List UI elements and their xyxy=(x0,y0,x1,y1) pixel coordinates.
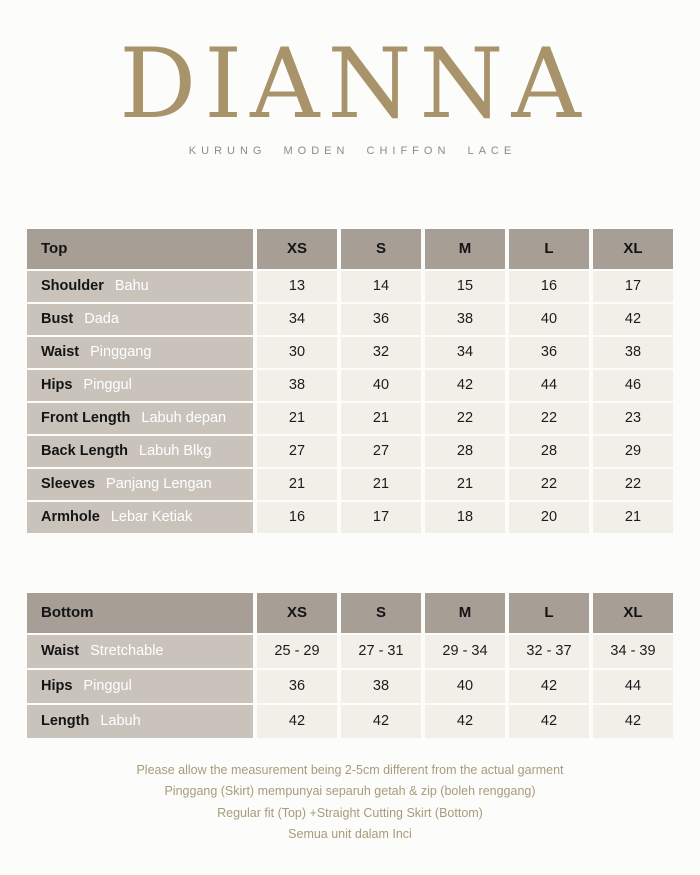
size-value-cell: 42 xyxy=(593,304,673,335)
size-value-cell: 36 xyxy=(341,304,421,335)
size-value-cell: 40 xyxy=(341,370,421,401)
size-value-cell: 30 xyxy=(257,337,337,368)
size-value-cell: 22 xyxy=(593,469,673,500)
size-value-cell: 27 xyxy=(341,436,421,467)
measurement-label-cell xyxy=(27,469,253,500)
size-value-cell: 34 xyxy=(257,304,337,335)
size-value-cell: 42 xyxy=(509,670,589,703)
measurement-translation: Pinggul xyxy=(83,377,132,394)
size-value-cell: 32 xyxy=(341,337,421,368)
size-value-cell: 29 xyxy=(593,436,673,467)
measurement-name: Waist xyxy=(41,643,80,660)
size-column-header: XS xyxy=(257,229,337,269)
size-value-cell: 38 xyxy=(593,337,673,368)
size-value-cell: 21 xyxy=(341,403,421,434)
bottom-table-title: Bottom xyxy=(27,593,253,633)
brand-subtitle: KURUNG MODEN CHIFFON LACE xyxy=(188,144,517,157)
size-value-cell: 18 xyxy=(425,502,505,533)
size-value-cell: 38 xyxy=(341,670,421,703)
size-value-cell: 21 xyxy=(341,469,421,500)
size-value-cell: 15 xyxy=(425,271,505,302)
measurement-translation: Labuh xyxy=(100,713,141,730)
note-line: Semua unit dalam Inci xyxy=(288,827,412,842)
measurement-name: Bust xyxy=(41,311,74,328)
size-column-header: XL xyxy=(593,229,673,269)
size-value-cell: 17 xyxy=(593,271,673,302)
measurement-label-cell xyxy=(27,705,253,738)
measurement-label-cell xyxy=(27,271,253,302)
size-value-cell: 46 xyxy=(593,370,673,401)
size-column-header: L xyxy=(509,229,589,269)
size-value-cell: 44 xyxy=(593,670,673,703)
size-value-cell: 34 - 39 xyxy=(593,635,673,668)
size-value-cell: 42 xyxy=(425,370,505,401)
size-value-cell: 21 xyxy=(257,403,337,434)
size-value-cell: 42 xyxy=(509,705,589,738)
measurement-name: Shoulder xyxy=(41,278,104,295)
size-column-header: XS xyxy=(257,593,337,633)
size-value-cell: 28 xyxy=(509,436,589,467)
measurement-translation: Labuh depan xyxy=(141,410,227,427)
size-column-header: M xyxy=(425,229,505,269)
size-value-cell: 23 xyxy=(593,403,673,434)
size-value-cell: 22 xyxy=(509,403,589,434)
size-value-cell: 34 xyxy=(425,337,505,368)
size-value-cell: 29 - 34 xyxy=(425,635,505,668)
measurement-translation: Labuh Blkg xyxy=(139,443,212,460)
measurement-name: Waist xyxy=(41,344,80,361)
size-value-cell: 36 xyxy=(509,337,589,368)
top-size-table xyxy=(27,229,673,533)
size-value-cell: 16 xyxy=(509,271,589,302)
measurement-translation: Stretchable xyxy=(90,643,164,660)
size-value-cell: 28 xyxy=(425,436,505,467)
size-column-header: XL xyxy=(593,593,673,633)
measurement-name: Length xyxy=(41,713,90,730)
measurement-translation: Bahu xyxy=(114,278,149,295)
size-column-header: L xyxy=(509,593,589,633)
measurement-name: Hips xyxy=(41,678,73,695)
size-value-cell: 13 xyxy=(257,271,337,302)
size-value-cell: 40 xyxy=(425,670,505,703)
size-value-cell: 42 xyxy=(425,705,505,738)
size-value-cell: 38 xyxy=(425,304,505,335)
measurement-translation: Lebar Ketiak xyxy=(110,509,193,526)
measurement-label-cell xyxy=(27,436,253,467)
brand-title: DIANNA xyxy=(119,28,589,140)
bottom-size-table xyxy=(27,593,673,738)
measurement-label-cell xyxy=(27,304,253,335)
size-value-cell: 25 - 29 xyxy=(257,635,337,668)
measurement-name: Hips xyxy=(41,377,73,394)
size-value-cell: 44 xyxy=(509,370,589,401)
size-value-cell: 17 xyxy=(341,502,421,533)
note-line: Please allow the measurement being 2-5cm different from the actual garment xyxy=(136,762,564,777)
size-value-cell: 22 xyxy=(509,469,589,500)
note-line: Regular fit (Top) +Straight Cutting Skirt (Bottom) xyxy=(217,805,483,820)
measurement-translation: Dada xyxy=(84,311,119,328)
measurement-name: Armhole xyxy=(41,509,100,526)
measurement-label-cell xyxy=(27,670,253,703)
size-value-cell: 21 xyxy=(257,469,337,500)
size-column-header: S xyxy=(341,229,421,269)
measurement-label-cell xyxy=(27,635,253,668)
note-line: Pinggang (Skirt) mempunyai separuh getah & zip (boleh renggang) xyxy=(164,784,536,799)
measurement-translation: Pinggang xyxy=(90,344,152,361)
size-value-cell: 16 xyxy=(257,502,337,533)
size-value-cell: 27 - 31 xyxy=(341,635,421,668)
top-table-title: Top xyxy=(27,229,253,269)
measurement-label-cell xyxy=(27,370,253,401)
size-value-cell: 42 xyxy=(341,705,421,738)
size-value-cell: 42 xyxy=(257,705,337,738)
size-value-cell: 14 xyxy=(341,271,421,302)
size-value-cell: 36 xyxy=(257,670,337,703)
measurement-label-cell xyxy=(27,337,253,368)
measurement-name: Back Length xyxy=(41,443,129,460)
size-value-cell: 22 xyxy=(425,403,505,434)
size-value-cell: 40 xyxy=(509,304,589,335)
size-value-cell: 20 xyxy=(509,502,589,533)
measurement-translation: Panjang Lengan xyxy=(106,476,212,493)
size-value-cell: 21 xyxy=(593,502,673,533)
size-column-header: S xyxy=(341,593,421,633)
size-value-cell: 32 - 37 xyxy=(509,635,589,668)
size-value-cell: 38 xyxy=(257,370,337,401)
measurement-label-cell xyxy=(27,403,253,434)
measurement-name: Front Length xyxy=(41,410,131,427)
measurement-name: Sleeves xyxy=(41,476,96,493)
size-value-cell: 27 xyxy=(257,436,337,467)
measurement-translation: Pinggul xyxy=(83,678,132,695)
measurement-notes xyxy=(0,760,700,846)
size-column-header: M xyxy=(425,593,505,633)
brand-header xyxy=(0,0,700,157)
size-value-cell: 42 xyxy=(593,705,673,738)
size-value-cell: 21 xyxy=(425,469,505,500)
measurement-label-cell xyxy=(27,502,253,533)
